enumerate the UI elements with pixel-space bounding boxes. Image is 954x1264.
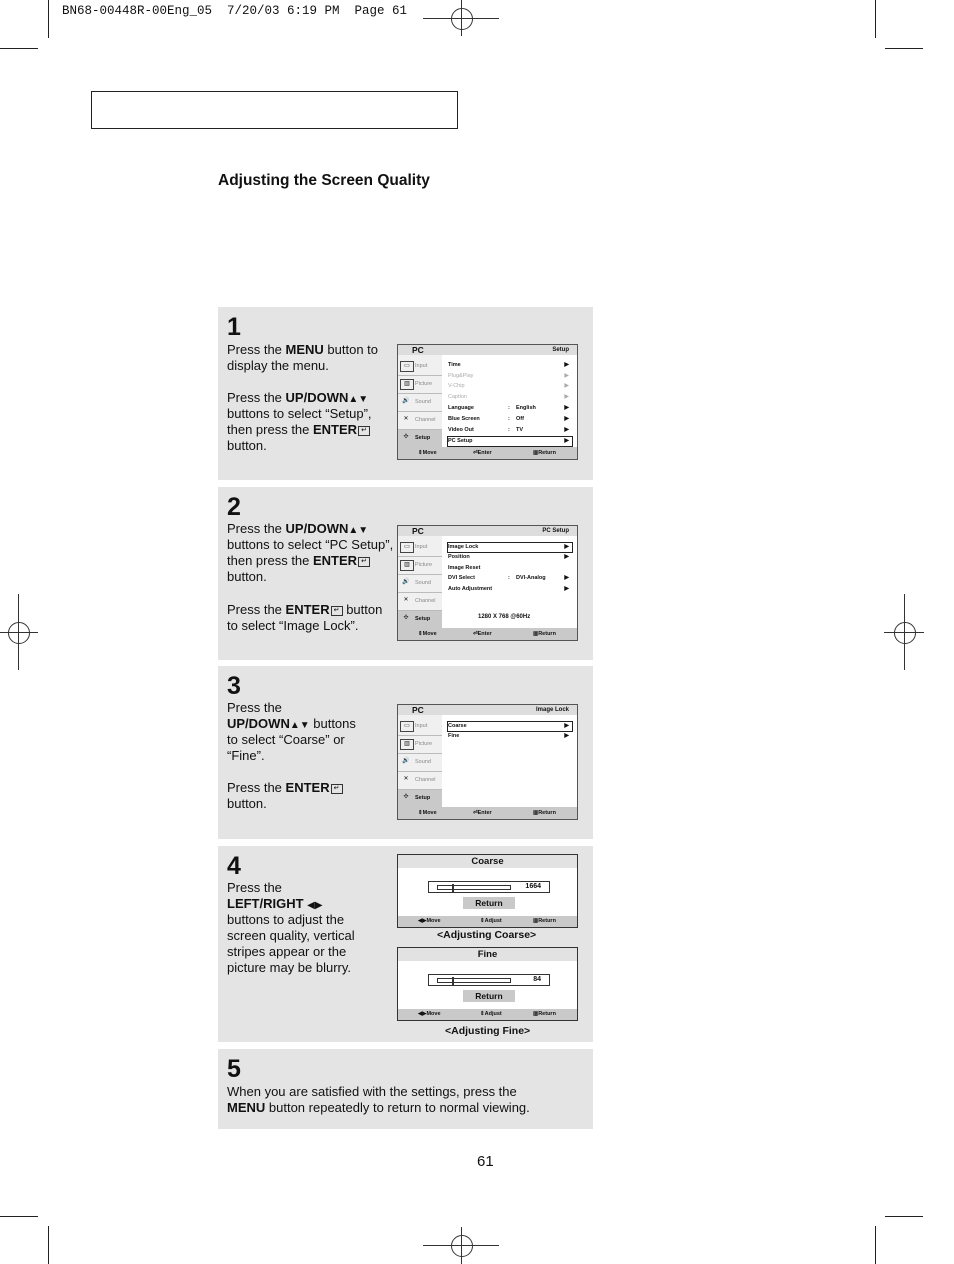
step-number: 2: [227, 493, 241, 521]
step-number: 1: [227, 313, 241, 341]
input-icon: ▭: [400, 721, 414, 732]
slider-knob: [452, 977, 454, 986]
return-icon: ▥ Return: [533, 450, 556, 456]
slider-knob: [452, 884, 454, 893]
registration-line: [18, 594, 19, 670]
return-button: Return: [463, 990, 515, 1002]
registration-mark: [894, 622, 916, 644]
adjust-icon: ⇕ Adjust: [480, 1011, 502, 1017]
step-text-line: stripes appear or the: [227, 944, 347, 959]
crop-mark: [875, 0, 876, 38]
print-slug: BN68-00448R-00Eng_05 7/20/03 6:19 PM Page 61: [62, 4, 408, 18]
adjust-icon: ⇕ Adjust: [480, 918, 502, 924]
osd-footer: [398, 447, 577, 459]
coarse-slider: [428, 881, 550, 893]
step-4-panel: [218, 846, 593, 1042]
osd-resolution: 1280 X 768 @60Hz: [478, 614, 531, 620]
channel-icon: ✕: [403, 776, 409, 782]
up-down-arrows-icon: ▲▼: [289, 720, 310, 731]
page-title: Adjusting the Screen Quality: [218, 172, 430, 189]
enter-icon: ↵: [358, 557, 370, 567]
registration-line: [904, 594, 905, 670]
adjust-footer: [398, 1009, 577, 1020]
step-number: 3: [227, 672, 241, 700]
step-text-line: Press the MENU button to: [227, 342, 379, 357]
step-text-line: When you are satisfied with the settings, press the: [227, 1084, 517, 1099]
step-text-line: then press the ENTER ↵: [227, 553, 370, 569]
enter-icon: ↵: [331, 784, 343, 794]
sound-icon: 🔊: [402, 398, 410, 404]
step-text-line: display the menu.: [227, 358, 329, 373]
osd-setup-menu: PC Setup ▭ Input ▥ Picture 🔊 Sound ✕ Channel ✣ Setup Time ▶ Plug&Play ▶ V-Chip ▶ Caption ▶ Language : English ▶ Blue Screen : Off ▶ Video Out : TV ▶ PC Setup ▶ ⇕ Move ⏎ Enter ▥ Return: [397, 344, 578, 460]
step-text-line: buttons to select “Setup”,: [227, 406, 372, 421]
step-number: 5: [227, 1055, 241, 1083]
return-icon: ▥ Return: [533, 1011, 556, 1017]
return-button: Return: [463, 897, 515, 909]
osd-section-title: Setup: [552, 347, 569, 353]
return-icon: ▥ Return: [533, 918, 556, 924]
adjust-footer: [398, 916, 577, 927]
step-text-line: button.: [227, 438, 267, 453]
page-number: 61: [477, 1153, 494, 1170]
step-number: 4: [227, 852, 241, 880]
registration-mark: [8, 622, 30, 644]
channel-icon: ✕: [403, 416, 409, 422]
osd-sidebar: ▭ Input ▥ Picture 🔊 Sound ✕ Channel ✣ Setup: [398, 715, 442, 807]
step-text-line: picture may be blurry.: [227, 960, 352, 975]
osd-pc-label: PC: [412, 705, 424, 715]
coarse-adjust-screen: [397, 854, 578, 928]
crop-mark: [0, 48, 38, 49]
input-icon: ▭: [400, 361, 414, 372]
crop-mark: [48, 0, 49, 38]
picture-icon: ▥: [400, 560, 414, 571]
step-2-panel: [218, 487, 593, 660]
osd-image-lock-menu: PC Image Lock ▭ Input ▥ Picture 🔊 Sound ✕ Channel ✣ Setup Coarse ▶ Fine ▶ ⇕ Move ⏎ Enter ▥ Return: [397, 704, 578, 820]
osd-pc-setup-menu: PC PC Setup ▭ Input ▥ Picture 🔊 Sound ✕ Channel ✣ Setup Image Lock ▶ Position ▶ Image Reset DVI Select : DVI-Analog ▶ Auto Adjustment ▶ 1280 X 768 @60Hz ⇕ Move ⏎ Enter ▥ Return: [397, 525, 578, 641]
fine-slider: [428, 974, 550, 986]
registration-mark: [451, 8, 473, 30]
step-text-line: buttons to select “PC Setup”,: [227, 537, 394, 552]
channel-icon: ✕: [403, 597, 409, 603]
move-icon: ⇕ Move: [418, 450, 437, 456]
osd-footer: [398, 807, 577, 819]
step-text-line: “Fine”.: [227, 748, 265, 763]
step-text-line: button.: [227, 796, 267, 811]
figure-caption: <Adjusting Coarse>: [437, 929, 537, 941]
step-3-panel: [218, 666, 593, 839]
enter-icon: ↵: [358, 426, 370, 436]
setup-icon: ✣: [403, 794, 409, 800]
setup-icon: ✣: [403, 434, 409, 440]
osd-sidebar: ▭ Input ▥ Picture 🔊 Sound ✕ Channel ✣ Setup: [398, 355, 442, 447]
step-5-panel: [218, 1049, 593, 1129]
crop-mark: [0, 1216, 38, 1217]
crop-mark: [875, 1226, 876, 1264]
step-text-line: then press the ENTER ↵: [227, 422, 370, 438]
enter-icon: ⏎ Enter: [473, 810, 492, 816]
adjust-title: Fine: [398, 948, 577, 961]
osd-section-title: PC Setup: [542, 528, 569, 534]
sound-icon: 🔊: [402, 758, 410, 764]
return-icon: ▥ Return: [533, 810, 556, 816]
registration-mark: [451, 1235, 473, 1257]
picture-icon: ▥: [400, 739, 414, 750]
crop-mark: [48, 1226, 49, 1264]
up-down-arrows-icon: ▲▼: [348, 394, 369, 405]
up-down-arrows-icon: ▲▼: [348, 525, 369, 536]
step-text-line: MENU button repeatedly to return to normal viewing.: [227, 1100, 530, 1115]
sound-icon: 🔊: [402, 579, 410, 585]
picture-icon: ▥: [400, 379, 414, 390]
move-icon: ⇕ Move: [418, 631, 437, 637]
registration-line: [461, 0, 462, 36]
step-text-line: Press the ENTER ↵: [227, 780, 343, 796]
step-text-line: button.: [227, 569, 267, 584]
enter-icon: ↵: [331, 606, 343, 616]
step-1-panel: [218, 307, 593, 480]
crop-mark: [885, 48, 923, 49]
left-right-icon: ◀▶ Move: [418, 1011, 441, 1017]
adjust-title: Coarse: [398, 855, 577, 868]
setup-icon: ✣: [403, 615, 409, 621]
section-header-box: [91, 91, 458, 129]
registration-line: [461, 1227, 462, 1264]
fine-adjust-screen: [397, 947, 578, 1021]
figure-caption: <Adjusting Fine>: [445, 1025, 531, 1037]
slider-value: 84: [533, 976, 541, 983]
move-icon: ⇕ Move: [418, 810, 437, 816]
step-text-line: buttons to adjust the: [227, 912, 345, 927]
step-text-line: Press the: [227, 700, 282, 715]
enter-icon: ⏎ Enter: [473, 631, 492, 637]
osd-sidebar: ▭ Input ▥ Picture 🔊 Sound ✕ Channel ✣ Setup: [398, 536, 442, 628]
osd-footer: [398, 628, 577, 640]
return-icon: ▥ Return: [533, 631, 556, 637]
input-icon: ▭: [400, 542, 414, 553]
step-text-line: to select “Coarse” or: [227, 732, 345, 747]
registration-line: [0, 632, 38, 633]
step-text-line: Press the: [227, 880, 282, 895]
step-text-line: to select “Image Lock”.: [227, 618, 359, 633]
step-text-line: LEFT/RIGHT ◀▶: [227, 896, 323, 911]
osd-section-title: Image Lock: [535, 707, 569, 713]
left-right-arrows-icon: ◀▶: [307, 900, 323, 911]
left-right-icon: ◀▶ Move: [418, 918, 441, 924]
osd-pc-label: PC: [412, 526, 424, 536]
step-text-line: Press the UP/DOWN▲▼: [227, 390, 369, 405]
step-text-line: UP/DOWN▲▼ buttons: [227, 716, 356, 731]
enter-icon: ⏎ Enter: [473, 450, 492, 456]
osd-pc-label: PC: [412, 345, 424, 355]
step-text-line: screen quality, vertical: [227, 928, 355, 943]
slider-value: 1664: [525, 883, 541, 890]
step-text-line: Press the UP/DOWN▲▼: [227, 521, 369, 536]
step-text-line: Press the ENTER ↵ button: [227, 602, 383, 617]
crop-mark: [885, 1216, 923, 1217]
